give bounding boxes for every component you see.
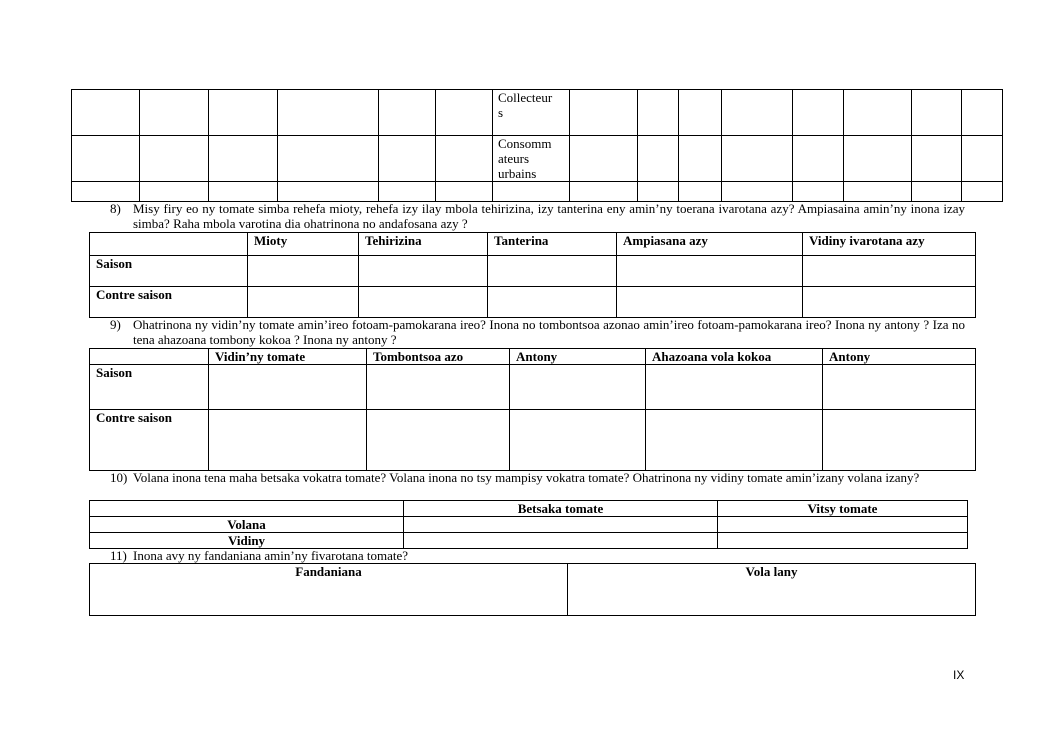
- question-text: Misy firy eo ny tomate simba rehefa mioty, rehefa izy ilay mbola tehirizina, izy tanterina eny amin’ny toerana ivarotana azy? Ampiasaina amin’ny inona izay simba? Raha mbola varotina dia ohatrinona no andafosana azy ?: [133, 201, 965, 231]
- column-header: Vola lany: [568, 564, 976, 616]
- column-header: Antony: [510, 349, 646, 365]
- answer-cell[interactable]: [617, 287, 803, 318]
- cell[interactable]: [72, 90, 140, 136]
- column-header: Mioty: [248, 233, 359, 256]
- cell[interactable]: [140, 90, 209, 136]
- cell[interactable]: [638, 182, 679, 202]
- top-continuation-table: [71, 89, 1003, 202]
- cell[interactable]: [436, 90, 493, 136]
- cell[interactable]: [209, 136, 278, 182]
- answer-cell[interactable]: [718, 517, 968, 533]
- cell[interactable]: [722, 182, 793, 202]
- cell[interactable]: [638, 90, 679, 136]
- cell[interactable]: [209, 90, 278, 136]
- cell[interactable]: [140, 182, 209, 202]
- question-number: 9): [110, 317, 121, 332]
- cell[interactable]: [679, 136, 722, 182]
- page-number: IX: [953, 668, 965, 682]
- cell[interactable]: [962, 136, 1003, 182]
- row-header: Saison: [90, 365, 209, 410]
- row-header: Contre saison: [90, 410, 209, 471]
- cell[interactable]: [278, 136, 379, 182]
- cell[interactable]: [912, 136, 962, 182]
- answer-cell[interactable]: [359, 256, 488, 287]
- answer-cell[interactable]: [404, 533, 718, 549]
- question-9: [110, 317, 965, 347]
- cell[interactable]: [436, 182, 493, 202]
- cell[interactable]: [570, 182, 638, 202]
- cell[interactable]: [793, 136, 844, 182]
- cell[interactable]: [962, 182, 1003, 202]
- answer-cell[interactable]: [823, 365, 976, 410]
- question-8: [110, 201, 965, 231]
- column-header: Vitsy tomate: [718, 501, 968, 517]
- cell[interactable]: [844, 90, 912, 136]
- question-number: 10): [110, 470, 128, 485]
- q9-table: [89, 348, 976, 471]
- cell[interactable]: [844, 182, 912, 202]
- corner-cell: [90, 349, 209, 365]
- cell[interactable]: [570, 136, 638, 182]
- answer-cell[interactable]: [803, 256, 976, 287]
- cell[interactable]: [493, 182, 570, 202]
- question-text: Inona avy ny fandaniana amin’ny fivarotana tomate?: [133, 548, 409, 563]
- answer-cell[interactable]: [718, 533, 968, 549]
- answer-cell[interactable]: [646, 410, 823, 471]
- column-header: Vidin’ny tomate: [209, 349, 367, 365]
- column-header: Ampiasana azy: [617, 233, 803, 256]
- answer-cell[interactable]: [488, 256, 617, 287]
- corner-cell: [90, 501, 404, 517]
- column-header: Vidiny ivarotana azy: [803, 233, 976, 256]
- q8-table: [89, 232, 976, 318]
- column-header: Tehirizina: [359, 233, 488, 256]
- cell[interactable]: [278, 182, 379, 202]
- question-text: Ohatrinona ny vidin’ny tomate amin’ireo fotoam-pamokarana ireo? Inona no tombontsoa azonao amin’ireo fotoam-pamokarana ireo? Inona ny antony ? Iza no tena ahazoana tombony kokoa ? Inona ny antony ?: [133, 317, 965, 347]
- cell[interactable]: [912, 182, 962, 202]
- cell[interactable]: [379, 136, 436, 182]
- question-text: Volana inona tena maha betsaka vokatra tomate? Volana inona no tsy mampisy vokatra tomate? Ohatrinona ny vidiny tomate amin’izany volana izany?: [133, 470, 920, 485]
- column-header: Tombontsoa azo: [367, 349, 510, 365]
- cell[interactable]: [722, 90, 793, 136]
- cell[interactable]: [962, 90, 1003, 136]
- cell[interactable]: [209, 182, 278, 202]
- cell[interactable]: [679, 90, 722, 136]
- consommateurs-urbains-label: Consomm ateurs urbains: [493, 136, 570, 182]
- answer-cell[interactable]: [510, 410, 646, 471]
- row-header: Vidiny: [90, 533, 404, 549]
- cell[interactable]: [379, 90, 436, 136]
- cell[interactable]: [912, 90, 962, 136]
- cell[interactable]: [278, 90, 379, 136]
- cell[interactable]: [570, 90, 638, 136]
- answer-cell[interactable]: [367, 365, 510, 410]
- answer-cell[interactable]: [488, 287, 617, 318]
- answer-cell[interactable]: [803, 287, 976, 318]
- question-11: [110, 548, 965, 563]
- answer-cell[interactable]: [510, 365, 646, 410]
- cell[interactable]: [72, 182, 140, 202]
- answer-cell[interactable]: [367, 410, 510, 471]
- q10-table: [89, 500, 968, 549]
- answer-cell[interactable]: [646, 365, 823, 410]
- cell[interactable]: [679, 182, 722, 202]
- column-header: Tanterina: [488, 233, 617, 256]
- column-header: Antony: [823, 349, 976, 365]
- cell[interactable]: [793, 90, 844, 136]
- cell[interactable]: [722, 136, 793, 182]
- row-header: Volana: [90, 517, 404, 533]
- cell[interactable]: [844, 136, 912, 182]
- cell[interactable]: [379, 182, 436, 202]
- column-header: Ahazoana vola kokoa: [646, 349, 823, 365]
- answer-cell[interactable]: [209, 365, 367, 410]
- answer-cell[interactable]: [617, 256, 803, 287]
- question-number: 11): [110, 548, 127, 563]
- answer-cell[interactable]: [404, 517, 718, 533]
- answer-cell[interactable]: [248, 256, 359, 287]
- answer-cell[interactable]: [248, 287, 359, 318]
- answer-cell[interactable]: [359, 287, 488, 318]
- answer-cell[interactable]: [209, 410, 367, 471]
- column-header: Fandaniana: [90, 564, 568, 616]
- q11-table: [89, 563, 976, 616]
- column-header: Betsaka tomate: [404, 501, 718, 517]
- cell[interactable]: [793, 182, 844, 202]
- row-header: Contre saison: [90, 287, 248, 318]
- row-header: Saison: [90, 256, 248, 287]
- corner-cell: [90, 233, 248, 256]
- cell[interactable]: [436, 136, 493, 182]
- cell[interactable]: [638, 136, 679, 182]
- question-10: [110, 470, 965, 485]
- cell[interactable]: [72, 136, 140, 182]
- question-number: 8): [110, 201, 121, 216]
- cell[interactable]: [140, 136, 209, 182]
- answer-cell[interactable]: [823, 410, 976, 471]
- collecteurs-label: Collecteur s: [493, 90, 570, 136]
